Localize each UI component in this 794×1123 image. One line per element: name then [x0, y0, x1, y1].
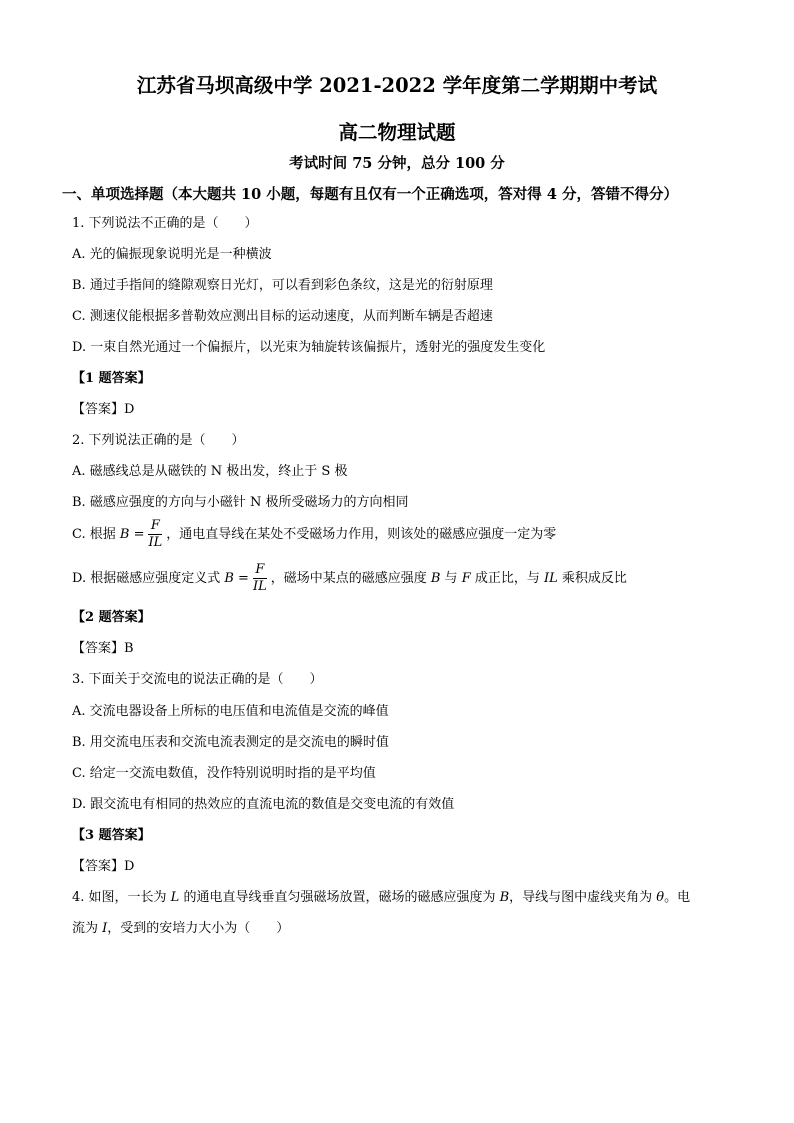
var-il: IL	[543, 571, 558, 586]
var-l: L	[170, 890, 180, 905]
q4-text-5: 流为	[72, 921, 103, 936]
q1-answer: 【答案】D	[72, 402, 135, 417]
q4-text-3: ，导线与图中虚线夹角为	[509, 890, 657, 905]
q4-stem-line1	[72, 889, 690, 907]
q3-stem: 3. 下面关于交流电的说法正确的是（ ）	[72, 672, 323, 687]
q2-option-d-prefix: D. 根据磁感应强度定义式	[72, 571, 225, 586]
q2-stem: 2. 下列说法正确的是（ ）	[72, 433, 245, 448]
q2-answer: 【答案】B	[72, 641, 134, 656]
q4-text-1: 4. 如图，一长为	[72, 890, 171, 905]
formula-numerator: F	[148, 518, 162, 535]
q2-option-d	[72, 562, 627, 595]
formula-denominator: IL	[252, 579, 267, 594]
section-heading: 一、单项选择题（本大题共 10 小题，每题有且仅有一个正确选项，答对得 4 分，答错不得分）	[62, 186, 678, 203]
q3-option-b: B. 用交流电压表和交流电流表测定的是交流电的瞬时值	[72, 735, 389, 750]
q4-text-4: 。电	[664, 890, 691, 905]
q1-answer-tag: 【1 题答案】	[72, 371, 151, 386]
q3-answer: 【答案】D	[72, 859, 135, 874]
var-f: F	[461, 571, 471, 586]
formula-lhs: B =	[119, 527, 145, 542]
q2-option-b: B. 磁感应强度的方向与小磁针 N 极所受磁场力的方向相同	[72, 495, 409, 510]
q1-option-c: C. 测速仪能根据多普勒效应测出目标的运动速度，从而判断车辆是否超速	[72, 309, 493, 324]
exam-title: 江苏省马坝高级中学 2021-2022 学年度第二学期期中考试	[136, 74, 658, 97]
var-theta: θ	[656, 890, 665, 905]
q2-option-c-prefix: C. 根据	[72, 527, 120, 542]
q2-option-d-text-4: 乘积成反比	[557, 571, 627, 586]
q1-stem: 1. 下列说法不正确的是（ ）	[72, 216, 258, 231]
q2-option-d-text-2: 与	[440, 571, 462, 586]
q2-option-c-suffix: ，通电直导线在某处不受磁场力作用，则该处的磁感应强度一定为零	[166, 527, 557, 542]
q2-answer-tag: 【2 题答案】	[72, 610, 151, 625]
q3-option-c: C. 给定一交流电数值，没作特别说明时指的是平均值	[72, 766, 376, 781]
formula-fraction	[253, 562, 267, 595]
q4-text-2: 的通电直导线垂直匀强磁场放置，磁场的磁感应强度为	[179, 890, 500, 905]
q3-option-d: D. 跟交流电有相同的热效应的直流电流的数值是交变电流的有效值	[72, 797, 455, 812]
q4-text-6: ，受到的安培力大小为（ ）	[107, 921, 290, 936]
var-i: I	[102, 921, 108, 936]
q2-option-c	[72, 518, 556, 551]
var-b: B	[499, 890, 510, 905]
q1-option-d: D. 一束自然光通过一个偏振片，以光束为轴旋转该偏振片，透射光的强度发生变化	[72, 340, 546, 355]
q1-option-b: B. 通过手指间的缝隙观察日光灯，可以看到彩色条纹，这是光的衍射原理	[72, 278, 493, 293]
formula-denominator: IL	[148, 535, 163, 550]
exam-info: 考试时间 75 分钟，总分 100 分	[289, 155, 505, 172]
var-b: B	[430, 571, 441, 586]
formula-fraction	[148, 518, 162, 551]
formula-numerator: F	[253, 562, 267, 579]
q2-option-a: A. 磁感线总是从磁铁的 N 极出发，终止于 S 极	[72, 464, 348, 479]
q4-stem-line2	[72, 920, 289, 938]
q2-option-d-text-3: 成正比，与	[470, 571, 544, 586]
q3-answer-tag: 【3 题答案】	[72, 828, 151, 843]
formula-lhs: B =	[224, 571, 249, 586]
q2-option-d-text-1: ，磁场中某点的磁感应强度	[270, 571, 431, 586]
q3-option-a: A. 交流电器设备上所标的电压值和电流值是交流的峰值	[72, 704, 389, 719]
exam-subtitle: 高二物理试题	[338, 121, 456, 144]
q1-option-a: A. 光的偏振现象说明光是一种横波	[72, 247, 272, 262]
